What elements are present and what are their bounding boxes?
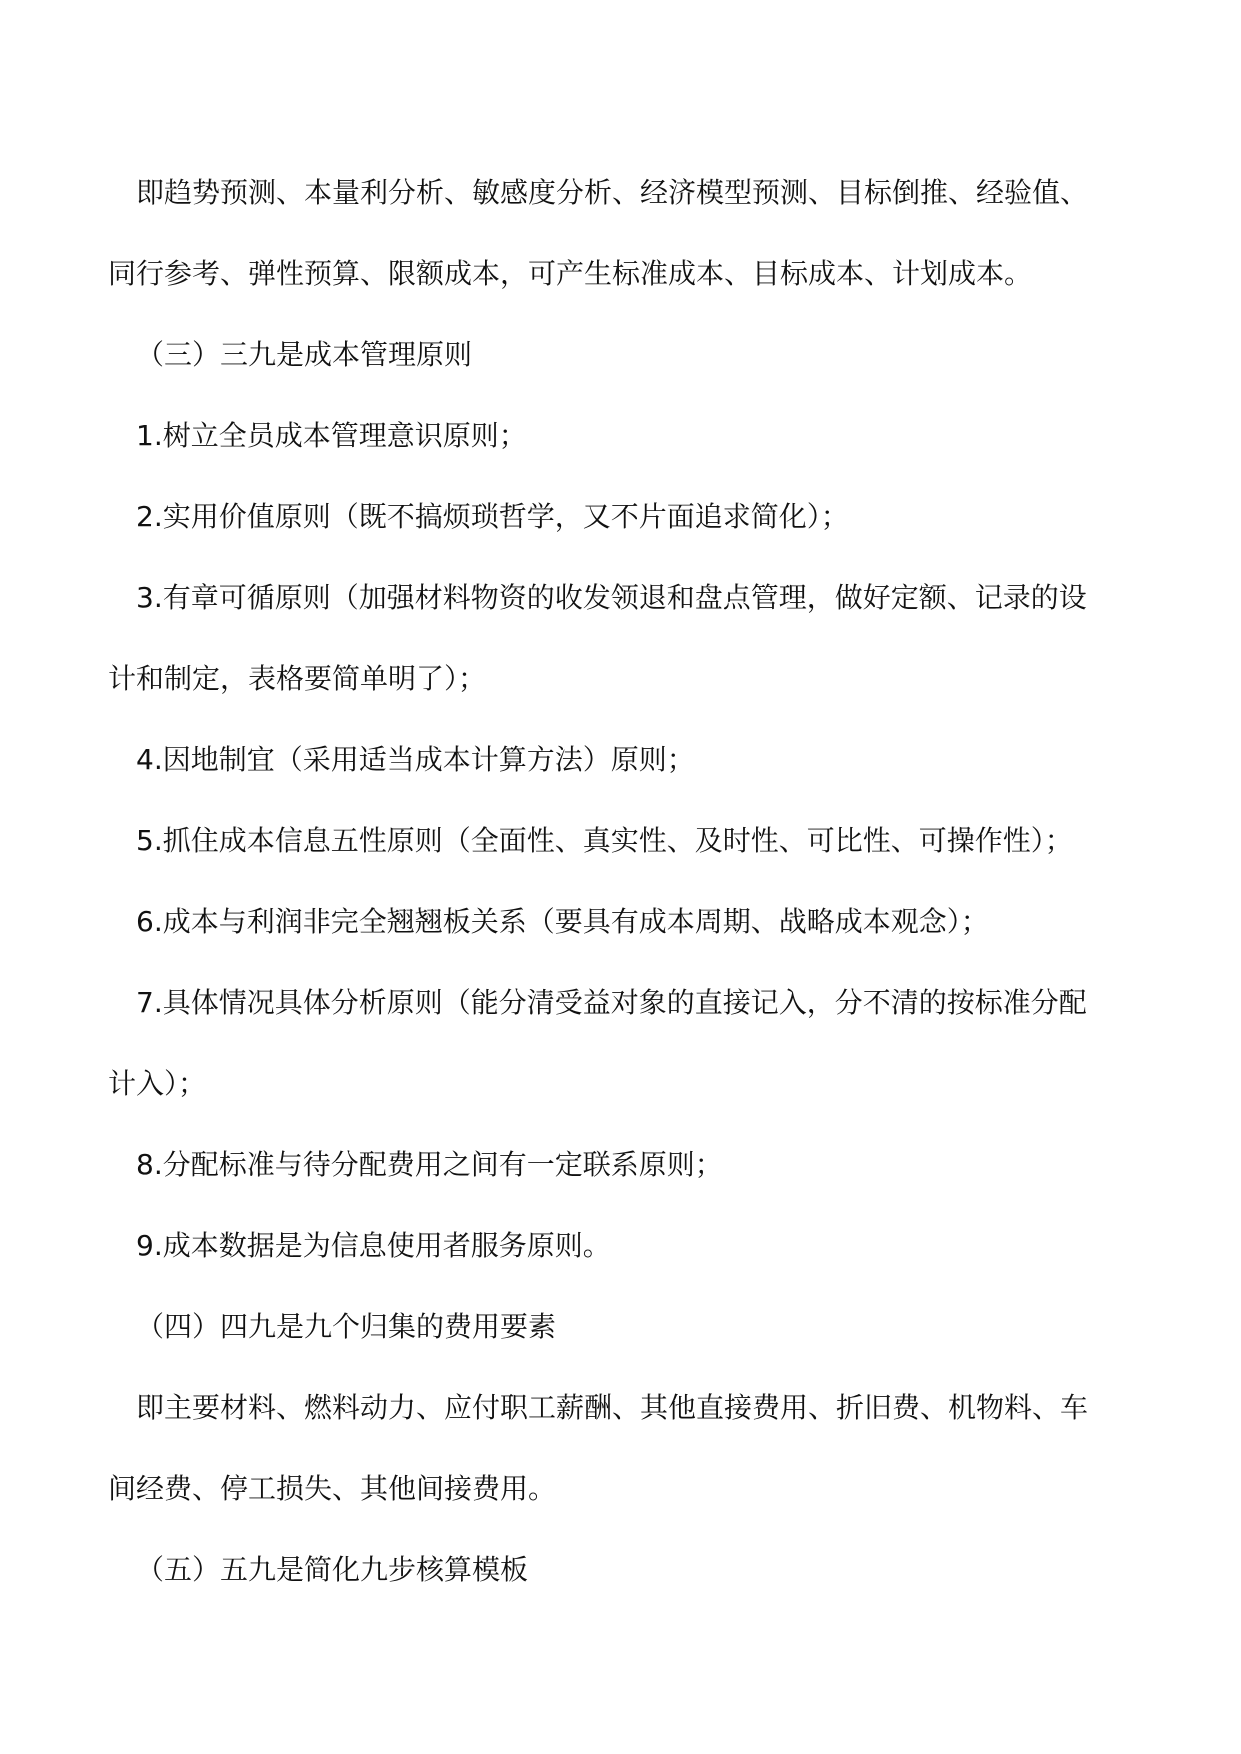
list-item: 7.具体情况具体分析原则（能分清受益对象的直接记入，分不清的按标准分配 [136, 986, 1087, 1019]
list-item: 5.抓住成本信息五性原则（全面性、真实性、及时性、可比性、可操作性）； [136, 824, 1073, 857]
section-heading: （五）五九是简化九步核算模板 [136, 1553, 529, 1586]
list-item-continuation: 计入）； [108, 1067, 207, 1100]
section-heading: （四）四九是九个归集的费用要素 [136, 1310, 557, 1343]
list-item-continuation: 计和制定，表格要简单明了）； [108, 662, 487, 695]
paragraph-line: 即主要材料、燃料动力、应付职工薪酬、其他直接费用、折旧费、机物料、车 [136, 1391, 1089, 1424]
list-item: 9.成本数据是为信息使用者服务原则。 [136, 1229, 611, 1262]
section-heading: （三）三九是成本管理原则 [136, 338, 473, 371]
paragraph-line: 同行参考、弹性预算、限额成本，可产生标准成本、目标成本、计划成本。 [108, 257, 1033, 290]
list-item: 2.实用价值原则（既不搞烦琐哲学，又不片面追求简化）； [136, 500, 849, 533]
list-item: 4.因地制宜（采用适当成本计算方法）原则； [136, 743, 695, 776]
paragraph-line: 即趋势预测、本量利分析、敏感度分析、经济模型预测、目标倒推、经验值、 [136, 176, 1089, 209]
list-item: 6.成本与利润非完全翘翘板关系（要具有成本周期、战略成本观念）； [136, 905, 989, 938]
paragraph-line: 间经费、停工损失、其他间接费用。 [108, 1472, 557, 1505]
list-item: 8.分配标准与待分配费用之间有一定联系原则； [136, 1148, 723, 1181]
list-item: 1.树立全员成本管理意识原则； [136, 419, 527, 452]
list-item: 3.有章可循原则（加强材料物资的收发领退和盘点管理，做好定额、记录的设 [136, 581, 1087, 614]
